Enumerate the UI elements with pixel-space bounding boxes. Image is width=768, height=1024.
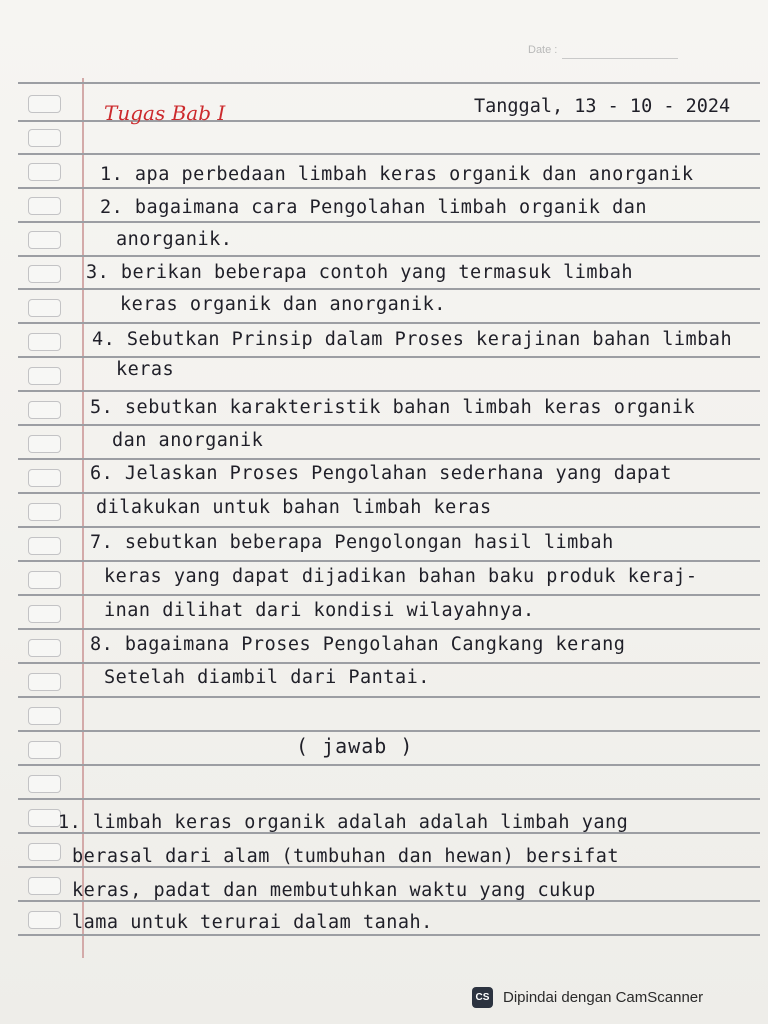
ruled-line (18, 255, 760, 257)
date-label: Date : (528, 44, 558, 56)
ruled-line (18, 221, 760, 223)
ruled-line (18, 696, 760, 698)
margin-checkbox (28, 163, 61, 181)
margin-checkbox (28, 95, 61, 113)
assignment-title: Tugas Bab I (104, 101, 226, 125)
margin-checkbox (28, 367, 61, 385)
question-line: dilakukan untuk bahan limbah keras (96, 497, 492, 518)
margin-checkbox (28, 775, 61, 793)
margin-checkbox (28, 435, 61, 453)
margin-checkbox (28, 605, 61, 623)
question-line: keras organik dan anorganik. (120, 294, 446, 315)
ruled-line (18, 322, 760, 324)
question-line: anorganik. (116, 229, 233, 250)
margin-checkbox (28, 639, 61, 657)
margin-checkbox (28, 809, 61, 827)
margin-checkbox (28, 265, 61, 283)
ruled-line (18, 662, 760, 664)
ruled-line (18, 560, 760, 562)
ruled-line (18, 594, 760, 596)
question-line: 2. bagaimana cara Pengolahan limbah organik dan (100, 197, 647, 218)
assignment-date: Tanggal, 13 - 10 - 2024 (474, 96, 731, 117)
question-line: 8. bagaimana Proses Pengolahan Cangkang kerang (90, 634, 626, 655)
question-line: 7. sebutkan beberapa Pengolongan hasil limbah (90, 532, 614, 553)
margin-checkbox (28, 299, 61, 317)
ruled-line (18, 764, 760, 766)
ruled-line (18, 492, 760, 494)
ruled-line (18, 153, 760, 155)
date-underline (562, 58, 678, 59)
ruled-line (18, 798, 760, 800)
ruled-line (18, 458, 760, 460)
ruled-line (18, 628, 760, 630)
camscanner-watermark (472, 983, 703, 1011)
margin-checkbox (28, 333, 61, 351)
ruled-line (18, 424, 760, 426)
ruled-line (18, 288, 760, 290)
margin-checkbox (28, 129, 61, 147)
margin-checkbox (28, 401, 61, 419)
answer-line: berasal dari alam (tumbuhan dan hewan) bersifat (72, 846, 619, 867)
answer-line: keras, padat dan membutuhkan waktu yang cukup (72, 880, 596, 901)
margin-checkbox (28, 911, 61, 929)
question-line: inan dilihat dari kondisi wilayahnya. (104, 600, 535, 621)
jawab-heading: ( jawab ) (296, 734, 414, 758)
answer-line: 1. limbah keras organik adalah adalah limbah yang (58, 812, 629, 833)
ruled-line (18, 356, 760, 358)
question-line: 4. Sebutkan Prinsip dalam Proses kerajinan bahan limbah (92, 329, 733, 350)
ruled-line (18, 82, 760, 84)
margin-checkbox (28, 197, 61, 215)
margin-checkbox (28, 537, 61, 555)
ruled-line (18, 526, 760, 528)
answer-line: lama untuk terurai dalam tanah. (72, 912, 433, 933)
question-line: Setelah diambil dari Pantai. (104, 667, 430, 688)
margin-checkbox (28, 469, 61, 487)
question-line: 1. apa perbedaan limbah keras organik dan anorganik (100, 164, 694, 185)
margin-checkbox (28, 231, 61, 249)
margin-checkbox (28, 741, 61, 759)
camscanner-text: Dipindai dengan CamScanner (503, 988, 704, 1006)
question-line: dan anorganik (112, 430, 264, 451)
camscanner-logo-icon: CS (472, 987, 493, 1008)
margin-checkbox (28, 877, 61, 895)
ruled-line (18, 730, 760, 732)
margin-checkbox (28, 843, 61, 861)
question-line: 3. berikan beberapa contoh yang termasuk limbah (86, 262, 633, 283)
question-line: 5. sebutkan karakteristik bahan limbah keras organik (90, 397, 696, 418)
question-line: 6. Jelaskan Proses Pengolahan sederhana yang dapat (90, 463, 672, 484)
ruled-line (18, 390, 760, 392)
question-line: keras (116, 359, 175, 380)
margin-checkbox (28, 673, 61, 691)
question-line: keras yang dapat dijadikan bahan baku produk keraj- (104, 566, 698, 587)
ruled-line (18, 934, 760, 936)
ruled-line (18, 187, 760, 189)
margin-checkbox (28, 503, 61, 521)
margin-checkbox (28, 571, 61, 589)
margin-checkbox (28, 707, 61, 725)
